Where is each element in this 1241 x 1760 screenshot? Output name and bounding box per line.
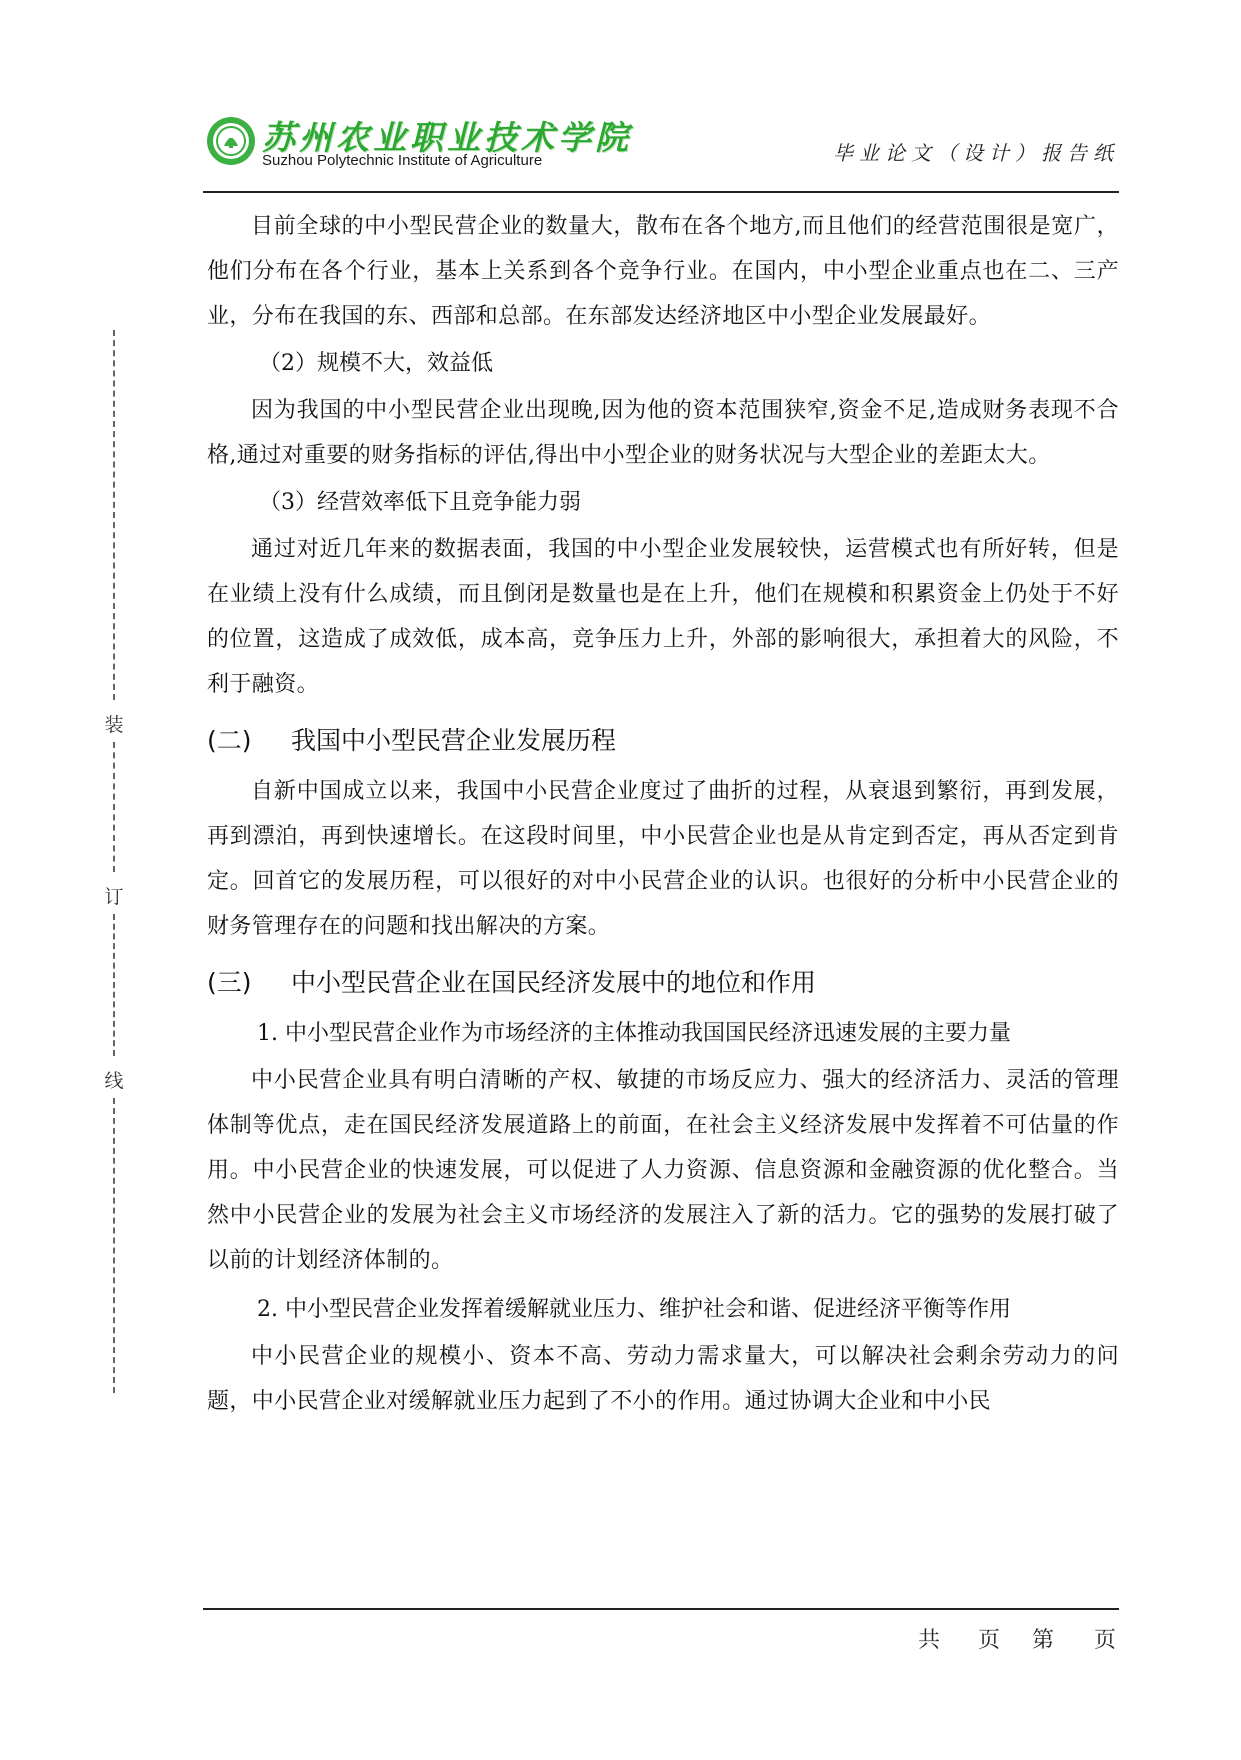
section-heading [207,959,1119,1007]
document-body [207,204,1119,1424]
binding-dash [113,330,115,700]
binding-char-xian: 线 [104,1070,124,1092]
paragraph: 中小民营企业具有明白清晰的产权、敏捷的市场反应力、强大的经济活力、灵活的管理体制等优点，走在国民经济发展道路上的前面，在社会主义经济发展中发挥着不可估量的作用。中小民营企业的快速发展，可以促进了人力资源、信息资源和金融资源的优化整合。当然中小民营企业的发展为社会主义市场经济的发展注入了新的活力。它的强势的发展打破了以前的计划经济体制的。 [207,1068,1119,1273]
paragraph: 中小民营企业的规模小、资本不高、劳动力需求量大，可以解决社会剩余劳动力的问题，中小民营企业对缓解就业压力起到了不小的作用。通过协调大企业和中小民 [207,1344,1119,1414]
footer-total-label: 共 [918,1628,941,1653]
section-number: (三) [207,968,252,997]
section-title: 我国中小型民营企业发展历程 [291,726,617,755]
subheading: （2）规模不大，效益低 [259,351,493,376]
footer-page-label: 页 [978,1628,1001,1653]
subheading: （3）经营效率低下且竞争能力弱 [259,490,581,515]
school-name-en: Suzhou Polytechnic Institute of Agriculture [262,152,543,169]
binding-dash [113,1098,115,1393]
binding-line [104,330,124,1760]
binding-dash [113,742,115,872]
section-number: (二) [207,726,252,755]
binding-char-zhuang: 装 [104,714,124,736]
section-title: 中小型民营企业在国民经济发展中的地位和作用 [291,968,817,997]
binding-dash [113,914,115,1056]
header-divider [203,191,1119,193]
numbered-item: 1. 中小型民营企业作为市场经济的主体推动我国国民经济迅速发展的主要力量 [257,1021,1011,1046]
section-heading [207,717,1119,765]
binding-char-ding: 订 [104,886,124,908]
school-name-cn: 苏州农业职业技术学院 [262,118,632,157]
paragraph: 目前全球的中小型民营企业的数量大，散布在各个地方,而且他们的经营范围很是宽广，他们分布在各个行业，基本上关系到各个竞争行业。在国内，中小型企业重点也在二、三产业，分布在我国的东、西部和总部。在东部发达经济地区中小型企业发展最好。 [207,214,1119,329]
report-paper-label: 毕业论文（设计）报告纸 [833,141,1119,165]
paragraph: 自新中国成立以来，我国中小民营企业度过了曲折的过程，从衰退到繁衍，再到发展，再到漂泊，再到快速增长。在这段时间里，中小民营企业也是从肯定到否定，再从否定到肯定。回首它的发展历程，可以很好的对中小民营企业的认识。也很好的分析中小民营企业的财务管理存在的问题和找出解决的方案。 [207,779,1119,939]
paragraph: 通过对近几年来的数据表面，我国的中小型企业发展较快，运营模式也有所好转，但是在业绩上没有什么成绩，而且倒闭是数量也是在上升，他们在规模和积累资金上仍处于不好的位置，这造成了成效低，成本高，竞争压力上升，外部的影响很大，承担着大的风险，不利于融资。 [207,537,1119,697]
footer-number-label: 第 [1032,1628,1055,1653]
numbered-item: 2. 中小型民营企业发挥着缓解就业压力、维护社会和谐、促进经济平衡等作用 [257,1297,1011,1322]
school-logo-icon [206,116,256,166]
paragraph: 因为我国的中小型民营企业出现晚,因为他的资本范围狭窄,资金不足,造成财务表现不合格,通过对重要的财务指标的评估,得出中小型企业的财务状况与大型企业的差距太大。 [207,398,1119,468]
footer-divider [203,1608,1119,1610]
footer-page-label: 页 [1094,1628,1117,1653]
